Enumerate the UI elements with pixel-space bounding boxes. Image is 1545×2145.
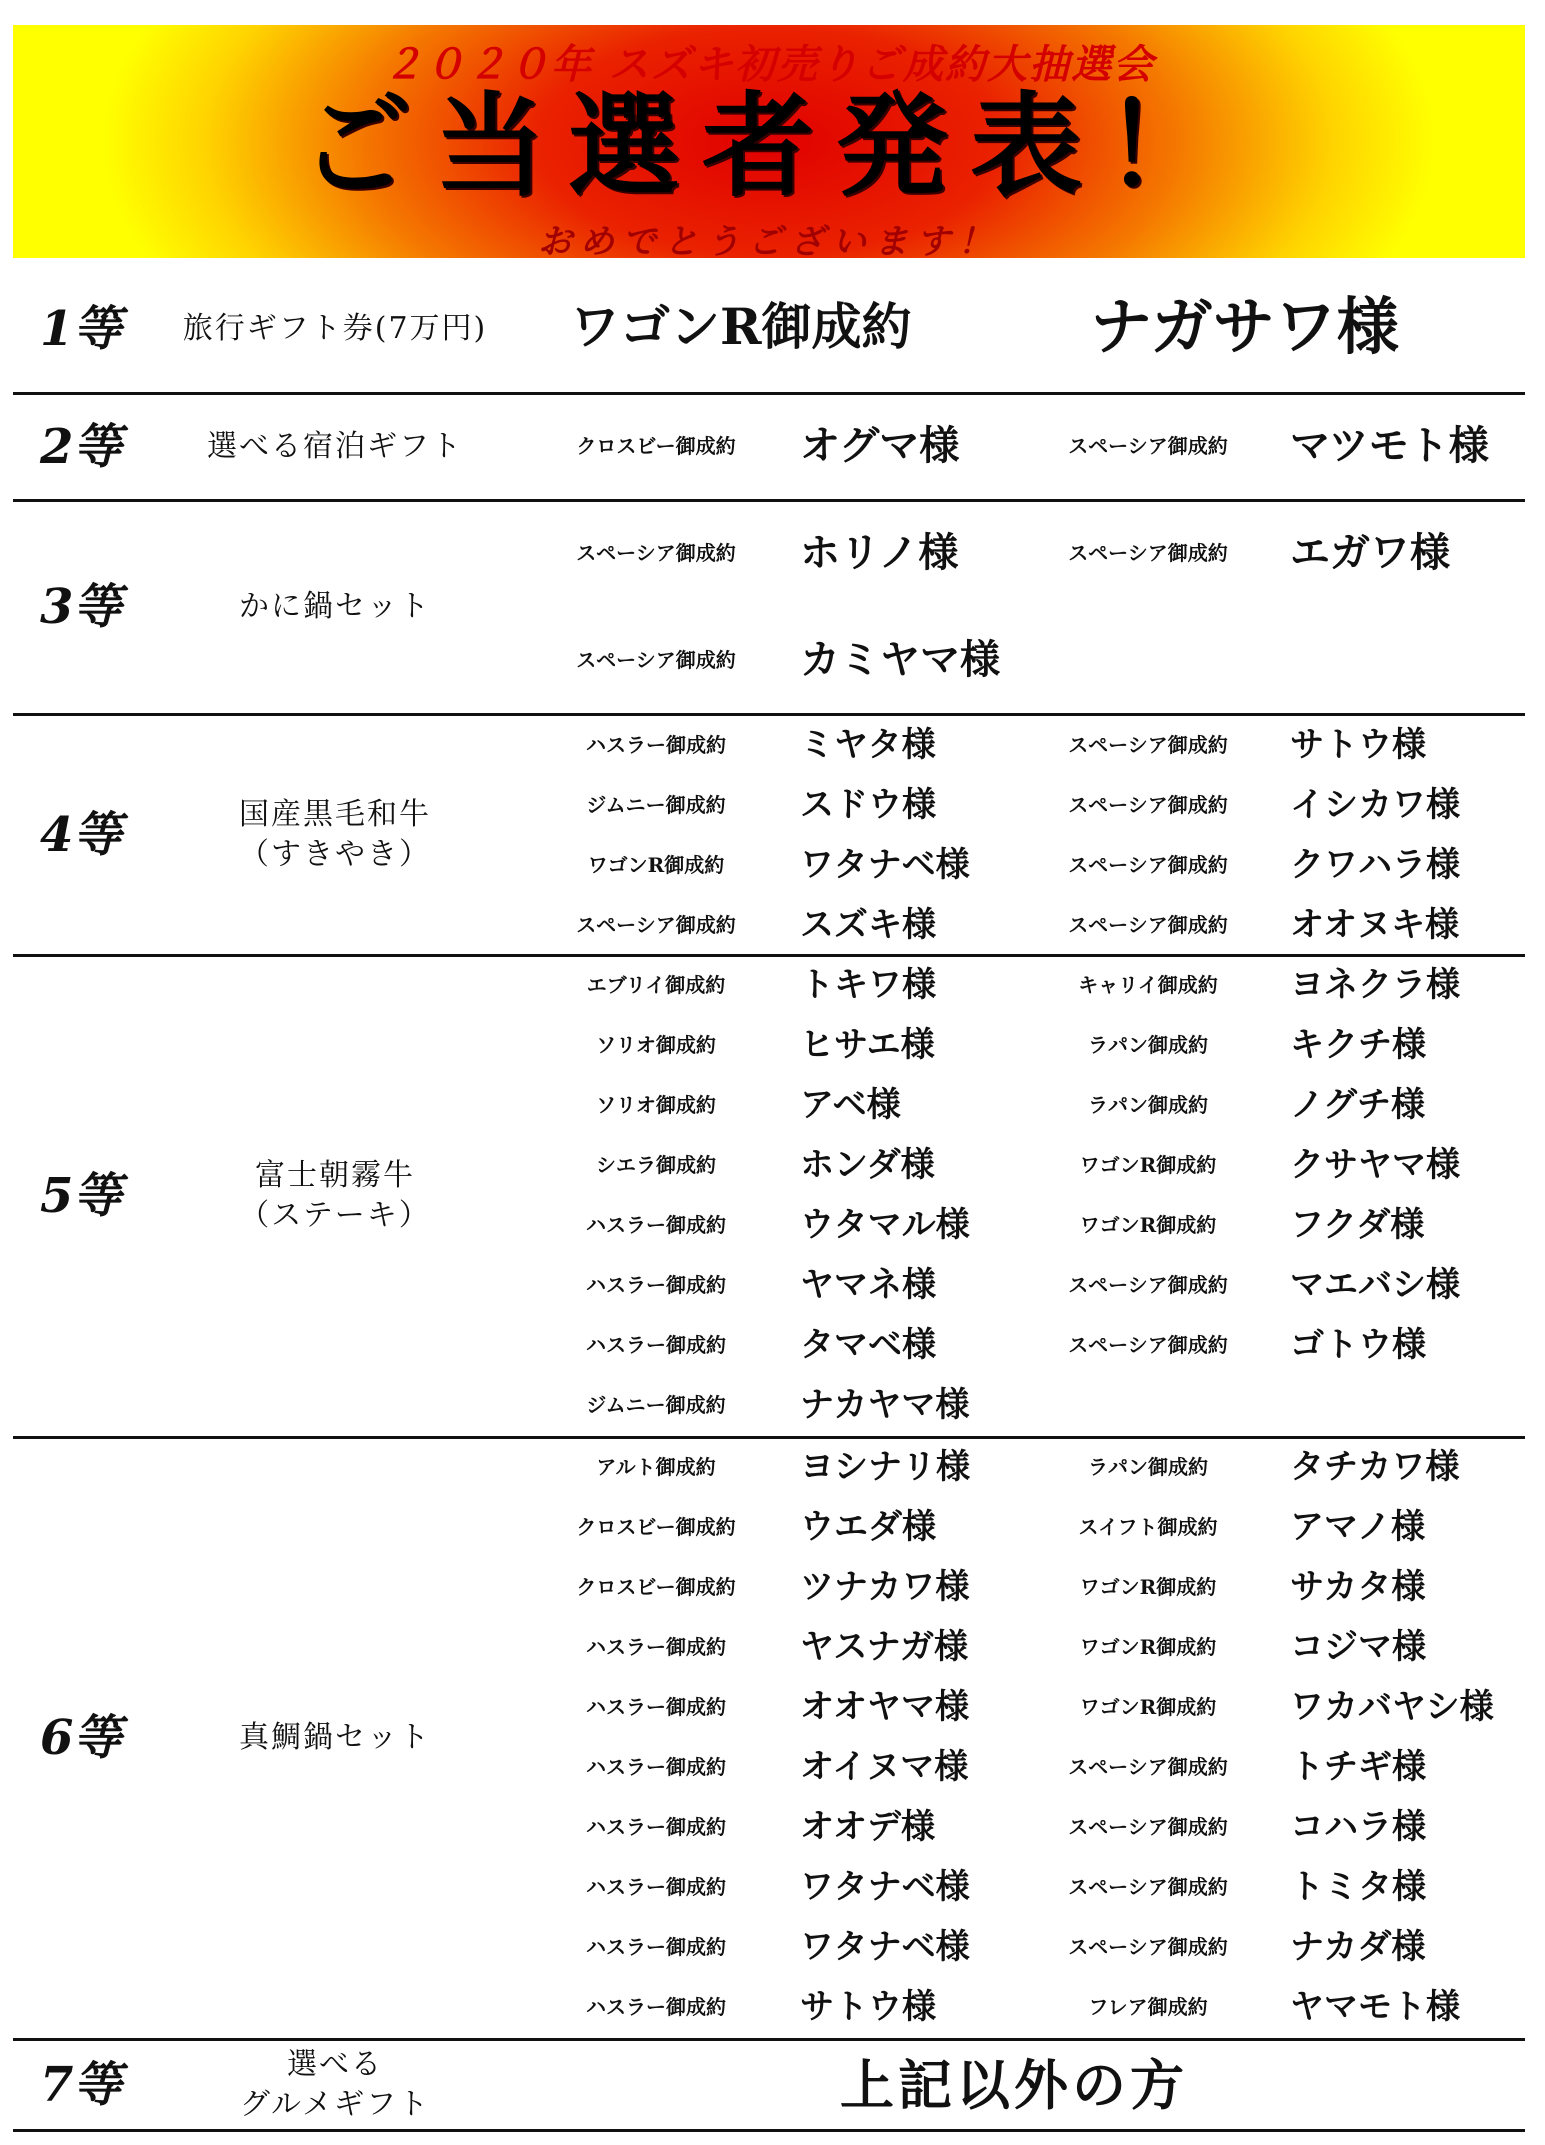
winner-vehicle: スペーシア御成約 (1068, 1333, 1228, 1357)
winner-vehicle: ラパン御成約 (1088, 1033, 1208, 1057)
winner-vehicle: クロスビー御成約 (576, 1575, 736, 1599)
winner-vehicle: クロスビー御成約 (576, 434, 736, 458)
winner-vehicle: ワゴンR御成約 (1079, 1213, 1217, 1237)
winner-vehicle: スペーシア御成約 (1068, 1935, 1228, 1959)
winner-name: オオヌキ様 (1290, 905, 1459, 945)
prize-rank: 6等 (40, 1710, 122, 1766)
winner-name: フクダ様 (1290, 1205, 1425, 1245)
section-divider (13, 499, 1525, 502)
prize-rank: 7等 (40, 2056, 122, 2113)
winner-name: イシカワ様 (1290, 785, 1460, 825)
prize-name: 旅行ギフト券(7万円) (182, 311, 488, 346)
winner-name: ノグチ様 (1290, 1085, 1425, 1125)
winner-name: オグマ様 (800, 422, 960, 469)
winner-name: ホンダ様 (800, 1145, 935, 1185)
winner-name: ナガサワ様 (1090, 290, 1399, 363)
winner-name: マエバシ様 (1290, 1265, 1460, 1305)
winner-vehicle: アルト御成約 (596, 1455, 716, 1479)
winner-name: マツモト様 (1290, 422, 1489, 469)
prize-name: 真鯛鍋セット (239, 1720, 431, 1755)
winner-name: ツナカワ様 (800, 1567, 970, 1607)
winner-vehicle: ワゴンR御成約 (570, 297, 912, 356)
winner-name: ヤスナガ様 (800, 1627, 968, 1667)
winner-vehicle: スペーシア御成約 (1068, 541, 1228, 565)
winner-name: ミヤタ様 (800, 725, 936, 765)
winner-vehicle: ハスラー御成約 (586, 1815, 726, 1839)
winner-name: トチギ様 (1290, 1747, 1426, 1787)
winner-vehicle: スイフト御成約 (1078, 1515, 1218, 1539)
winner-vehicle: スペーシア御成約 (1068, 1875, 1228, 1899)
winner-name: ヤマモト様 (1290, 1987, 1460, 2027)
section-divider (13, 1436, 1525, 1439)
winner-name: タチカワ様 (1290, 1447, 1460, 1487)
winner-name: スズキ様 (800, 905, 936, 945)
winner-name: トキワ様 (800, 965, 936, 1005)
winner-vehicle: ハスラー御成約 (586, 1635, 726, 1659)
winner-name: オオヤマ様 (800, 1687, 969, 1727)
winner-name: ウエダ様 (800, 1507, 936, 1547)
winner-vehicle: ハスラー御成約 (586, 1213, 726, 1237)
winner-vehicle: スペーシア御成約 (1068, 853, 1228, 877)
section-divider (13, 2129, 1525, 2132)
winner-name: キクチ様 (1290, 1025, 1426, 1065)
winner-vehicle: スペーシア御成約 (1068, 1815, 1228, 1839)
winner-name: ナカヤマ様 (800, 1385, 970, 1425)
winner-name: ホリノ様 (800, 529, 959, 576)
winner-name: クサヤマ様 (1290, 1145, 1460, 1185)
prize-name: 国産黒毛和牛 （すきやき） (239, 796, 431, 872)
winner-vehicle: ハスラー御成約 (586, 1273, 726, 1297)
winner-vehicle: ワゴンR御成約 (1079, 1635, 1217, 1659)
winner-name: ヤマネ様 (800, 1265, 936, 1305)
prize-name: 選べる宿泊ギフト (207, 428, 463, 464)
prize-name: 選べる グルメギフト (239, 2046, 431, 2122)
winner-name: サトウ様 (1290, 725, 1426, 765)
page-title: ご当選者発表！ (300, 82, 1238, 212)
winner-name: ウタマル様 (800, 1205, 970, 1245)
winner-note: 上記以外の方 (840, 2053, 1188, 2117)
winner-name: アベ様 (800, 1085, 901, 1125)
winner-name: クワハラ様 (1290, 845, 1460, 885)
winner-name: ヒサエ様 (800, 1025, 935, 1065)
winner-name: カミヤマ様 (800, 636, 1000, 683)
prize-rank: 2等 (40, 418, 122, 475)
winner-vehicle: シエラ御成約 (596, 1153, 716, 1177)
prize-rank: 4等 (40, 806, 122, 863)
winner-vehicle: ワゴンR御成約 (1079, 1575, 1217, 1599)
winner-vehicle: エブリイ御成約 (586, 973, 726, 997)
event-subtitle: ２０２０年 スズキ初売りご成約大抽選会 (383, 41, 1155, 88)
header-banner (13, 25, 1525, 258)
winner-vehicle: スペーシア御成約 (1068, 733, 1228, 757)
winner-name: スドウ様 (800, 785, 936, 825)
winner-vehicle: ハスラー御成約 (586, 1333, 726, 1357)
winner-vehicle: ワゴンR御成約 (1079, 1695, 1217, 1719)
winner-name: ワカバヤシ様 (1290, 1687, 1494, 1727)
winner-name: サカタ様 (1290, 1567, 1426, 1607)
winner-vehicle: ワゴンR御成約 (1079, 1153, 1217, 1177)
winner-vehicle: ソリオ御成約 (596, 1093, 716, 1117)
winner-vehicle: スペーシア御成約 (1068, 913, 1228, 937)
winner-vehicle: キャリイ御成約 (1078, 973, 1218, 997)
winner-vehicle: ソリオ御成約 (596, 1033, 716, 1057)
winner-vehicle: スペーシア御成約 (1068, 1273, 1228, 1297)
prize-name: 富士朝霧牛 （ステーキ） (239, 1158, 431, 1233)
winner-vehicle: ハスラー御成約 (586, 1755, 726, 1779)
winner-vehicle: フレア御成約 (1088, 1995, 1208, 2019)
winner-name: ヨシナリ様 (800, 1447, 970, 1487)
winner-name: ワタナベ様 (800, 1867, 970, 1907)
winner-vehicle: ハスラー御成約 (586, 1995, 726, 2019)
winner-name: エガワ様 (1290, 529, 1450, 576)
section-divider (13, 2038, 1525, 2041)
winner-name: ワタナベ様 (800, 845, 970, 885)
winner-vehicle: スペーシア御成約 (576, 913, 736, 937)
winner-name: ゴトウ様 (1290, 1325, 1426, 1365)
winner-vehicle: ハスラー御成約 (586, 1875, 726, 1899)
prize-rank: 1等 (40, 301, 122, 357)
winner-vehicle: ラパン御成約 (1088, 1093, 1208, 1117)
winner-vehicle: ハスラー御成約 (586, 1695, 726, 1719)
winner-vehicle: スペーシア御成約 (1068, 1755, 1228, 1779)
winner-name: アマノ様 (1290, 1507, 1425, 1547)
winner-name: ワタナベ様 (800, 1927, 970, 1967)
winner-name: サトウ様 (800, 1987, 936, 2027)
prize-rank: 5等 (40, 1168, 122, 1224)
winner-name: ヨネクラ様 (1290, 965, 1460, 1005)
winner-vehicle: ジムニー御成約 (586, 793, 726, 817)
winner-name: ナカダ様 (1290, 1927, 1426, 1967)
winner-vehicle: スペーシア御成約 (576, 541, 736, 565)
winner-vehicle: スペーシア御成約 (1068, 793, 1228, 817)
winner-vehicle: ハスラー御成約 (586, 733, 726, 757)
winner-name: オオデ様 (800, 1807, 935, 1847)
winner-vehicle: ワゴンR御成約 (587, 853, 725, 877)
winner-vehicle: スペーシア御成約 (576, 648, 736, 672)
winner-vehicle: スペーシア御成約 (1068, 434, 1228, 458)
prize-name: かに鍋セット (239, 589, 431, 624)
prize-rank: 3等 (40, 579, 122, 635)
winner-name: コジマ様 (1290, 1627, 1426, 1667)
greeting-text: おめでとうございます！ (538, 222, 1000, 258)
section-divider (13, 392, 1525, 395)
winner-name: オイヌマ様 (800, 1747, 969, 1787)
winner-name: コハラ様 (1290, 1807, 1426, 1847)
winner-vehicle: ラパン御成約 (1088, 1455, 1208, 1479)
section-divider (13, 954, 1525, 957)
winner-name: タマベ様 (800, 1325, 936, 1365)
winner-vehicle: ジムニー御成約 (586, 1393, 726, 1417)
winner-vehicle: ハスラー御成約 (586, 1935, 726, 1959)
winner-vehicle: クロスビー御成約 (576, 1515, 736, 1539)
section-divider (13, 713, 1525, 716)
winner-name: トミタ様 (1290, 1867, 1426, 1907)
